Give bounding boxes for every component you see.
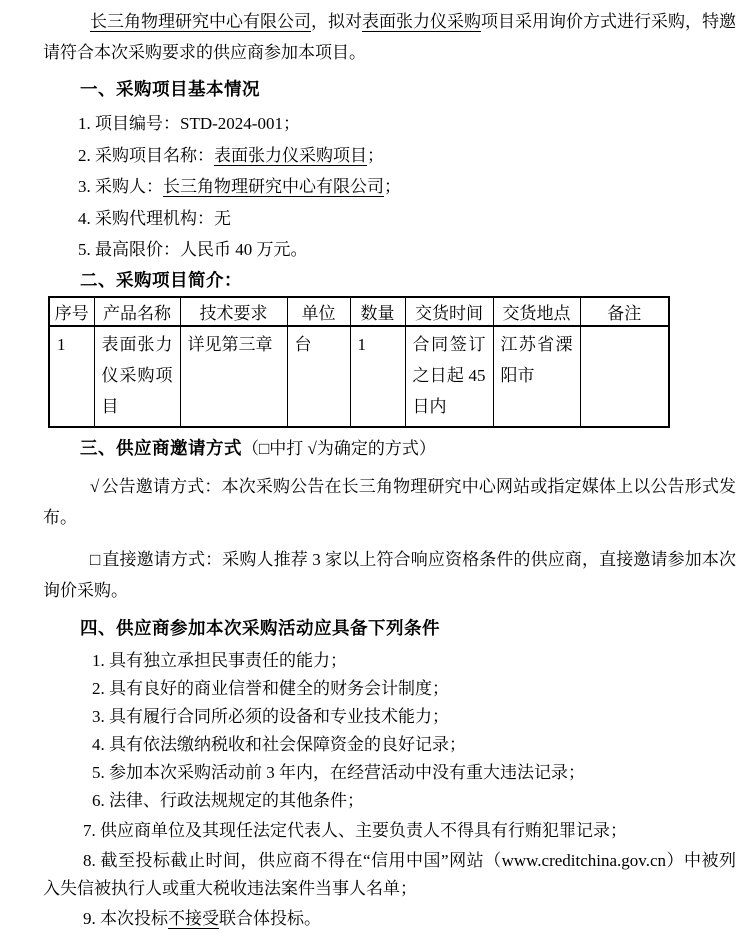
- section-3-heading-text: 三、供应商邀请方式: [80, 437, 242, 458]
- table-cell-product: 表面张力仪采购项目: [94, 326, 180, 427]
- table-cell-seq: 1: [49, 326, 94, 427]
- list-item-purchaser: [43, 171, 736, 203]
- table-header-cell-delivery-time: 交货时间: [405, 297, 493, 326]
- table-header-cell-delivery-place: 交货地点: [493, 297, 580, 326]
- item-text: 1. 项目编号：STD-2024-001；: [78, 114, 300, 133]
- section-3-heading-note: （□中打 √为确定的方式）: [242, 438, 436, 458]
- purchaser-name-underlined: 长三角物理研究中心有限公司: [90, 12, 311, 31]
- condition-item-9: [43, 905, 736, 933]
- table-row: [49, 326, 669, 427]
- condition-item-8: 8. 截至投标截止时间，供应商不得在“信用中国”网站（www.creditchina.gov.cn）中被列入失信被执行人或重大税收违法案件当事人名单；: [43, 850, 736, 898]
- condition-item-6: 6. 法律、行政法规规定的其他条件；: [92, 790, 364, 810]
- item-underlined-text: 长三角物理研究中心有限公司: [163, 177, 384, 196]
- checkmark-icon: √: [90, 476, 100, 496]
- table-cell-unit: 台: [287, 326, 350, 427]
- table-header-cell-product: 产品名称: [94, 297, 180, 326]
- condition-item-2: 2. 具有良好的商业信誉和健全的财务会计制度；: [92, 678, 449, 698]
- item-text: 2. 采购项目名称：: [78, 145, 214, 165]
- list-item-project-number: [43, 108, 736, 140]
- procurement-table: [48, 296, 670, 428]
- option-text: 直接邀请方式：采购人推荐 3 家以上符合响应资格条件的供应商，直接邀请参加本次询价采购。: [43, 549, 736, 600]
- table-header-cell-qty: 数量: [350, 297, 405, 326]
- item-text-tail: 联合体投标。: [219, 908, 321, 928]
- item-text-tail: ；: [367, 145, 384, 165]
- item-underlined-text: 不接受: [168, 908, 219, 928]
- list-item-price-limit: [43, 234, 736, 266]
- condition-item-4: 4. 具有依法缴纳税收和社会保障资金的良好记录；: [92, 734, 466, 754]
- item-underlined-text: 表面张力仪采购项目: [214, 145, 367, 165]
- condition-item-3: 3. 具有履行合同所必须的设备和专业技术能力；: [92, 706, 449, 726]
- condition-item-7: 7. 供应商单位及其现任法定代表人、主要负责人不得具有行贿犯罪记录；: [83, 820, 627, 840]
- table-header-cell-seq: 序号: [49, 297, 94, 326]
- option-announcement-invite: [43, 471, 736, 533]
- item-text: 5. 最高限价：人民币 40 万元。: [78, 240, 308, 259]
- table-cell-qty: 1: [350, 326, 405, 427]
- section-3-heading: [43, 437, 736, 460]
- item-text: 9. 本次投标: [83, 908, 168, 928]
- section-1-list: [43, 108, 736, 266]
- section-1-heading: 一、采购项目基本情况: [80, 79, 260, 99]
- option-direct-invite: [43, 544, 736, 606]
- intro-paragraph: [43, 6, 736, 68]
- table-header-row: [49, 297, 669, 326]
- list-item-project-name: [43, 140, 736, 172]
- section-2-heading: 二、采购项目简介：: [80, 269, 242, 290]
- table-header-cell-tech: 技术要求: [180, 297, 287, 326]
- table-cell-remark: [580, 326, 669, 427]
- section-4-heading: 四、供应商参加本次采购活动应具备下列条件: [80, 617, 440, 638]
- list-item-agency: [43, 203, 736, 235]
- table-cell-delivery-time: 合同签订之日起 45 日内: [405, 326, 493, 427]
- table-cell-delivery-place: 江苏省溧阳市: [493, 326, 580, 427]
- table-header-cell-unit: 单位: [287, 297, 350, 326]
- section-4-list: [43, 647, 736, 933]
- condition-item-5: 5. 参加本次采购活动前 3 年内，在经营活动中没有重大违法记录；: [92, 762, 585, 782]
- table-cell-tech: 详见第三章: [180, 326, 287, 427]
- item-text: 3. 采购人：: [78, 177, 163, 196]
- table-header-cell-remark: 备注: [580, 297, 669, 326]
- checkbox-icon: □: [90, 549, 101, 569]
- intro-text-tail: 项目采用询价方式进行采购，特邀请符合本次采购要求的供应商参加本项目。: [43, 12, 736, 62]
- condition-item-1: 1. 具有独立承担民事责任的能力；: [92, 650, 347, 670]
- item-text-tail: ；: [384, 177, 401, 196]
- project-name-underlined: 表面张力仪采购: [362, 12, 481, 31]
- item-text: 4. 采购代理机构：无: [78, 208, 231, 228]
- intro-text: ，拟对: [311, 12, 362, 31]
- option-text: 公告邀请方式：本次采购公告在长三角物理研究中心网站或指定媒体上以公告形式发布。: [43, 476, 736, 527]
